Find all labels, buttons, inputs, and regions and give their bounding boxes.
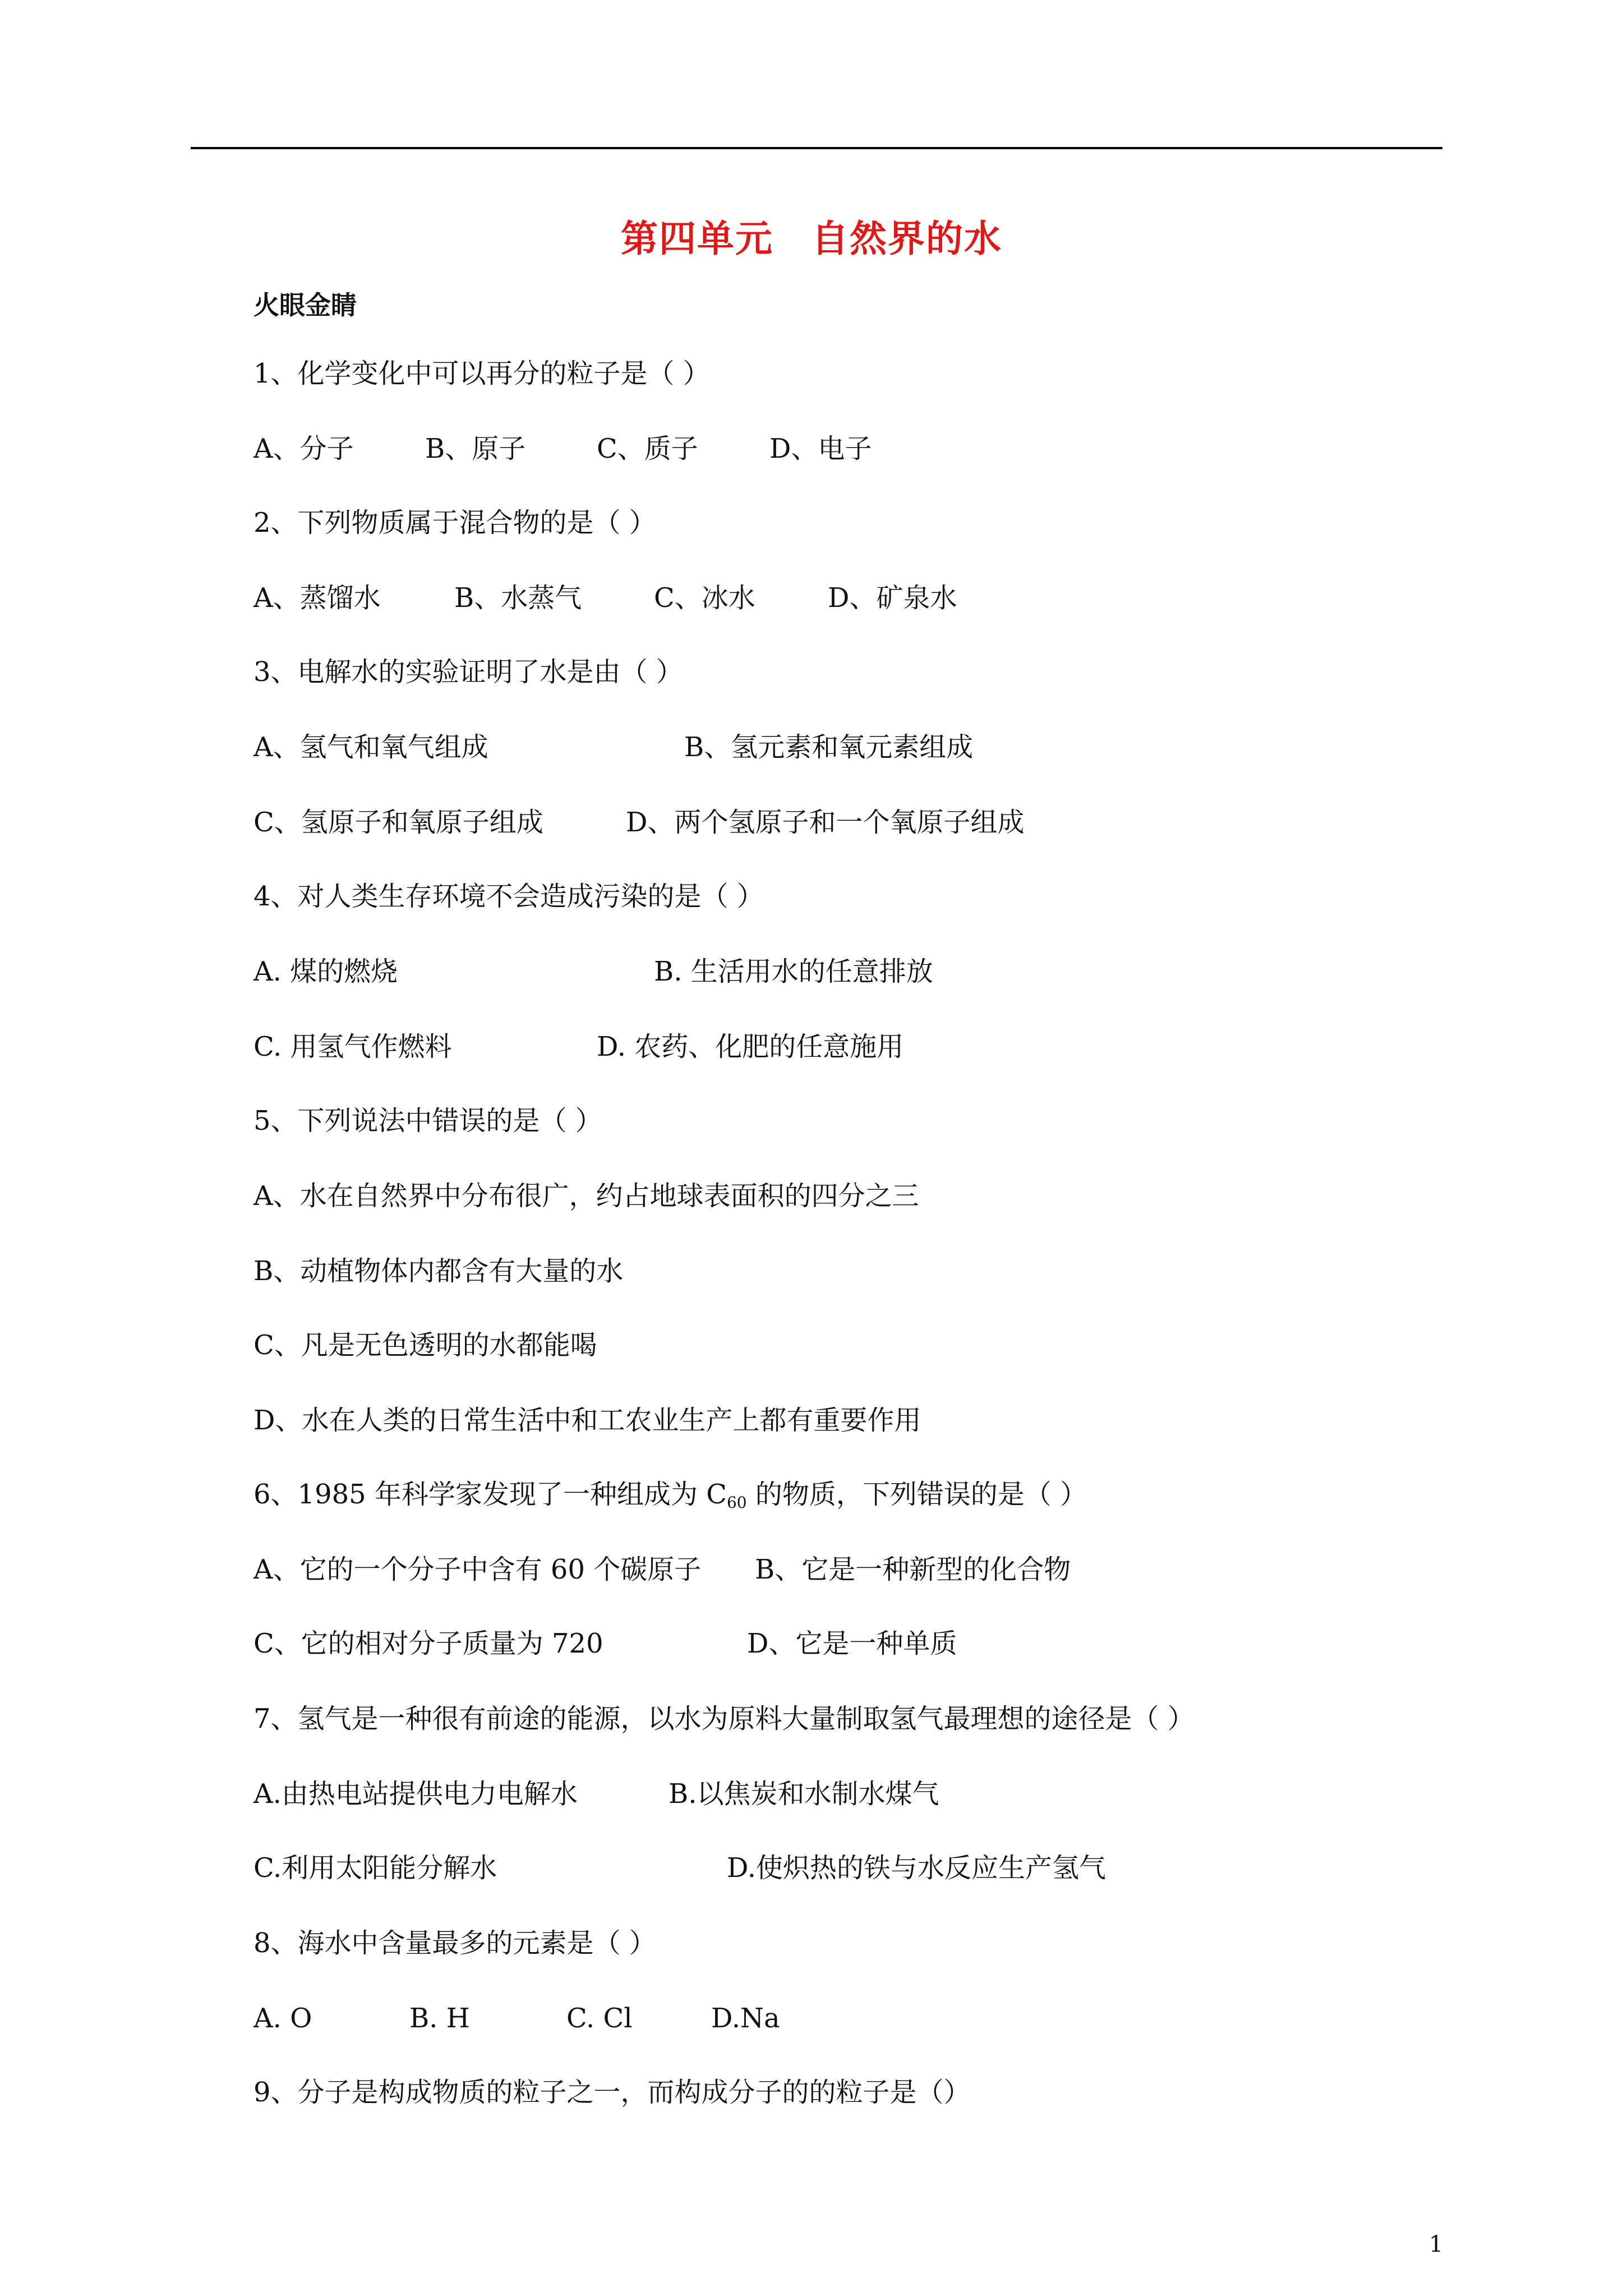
q8-option-b: B. H xyxy=(409,2003,470,2034)
q6-stem-before: 6、1985 年科学家发现了一种组成为 C xyxy=(253,1479,727,1510)
header-rule xyxy=(191,147,1442,149)
question-8-stem: 8、海水中含量最多的元素是（ ） xyxy=(253,1927,656,1959)
q3-option-b: B、氢元素和氧元素组成 xyxy=(684,731,974,763)
section-heading: 火眼金睛 xyxy=(253,290,357,320)
q2-option-a: A、蒸馏水 xyxy=(253,582,381,614)
q4-option-a: A. 煤的燃烧 xyxy=(253,956,398,987)
question-6-stem xyxy=(253,1478,1087,1520)
q6-stem-subscript: 60 xyxy=(726,1493,747,1512)
q1-option-c: C、质子 xyxy=(597,433,698,464)
q7-option-d: D.使炽热的铁与水反应生产氢气 xyxy=(727,1852,1106,1884)
page-number: 1 xyxy=(1429,2231,1444,2257)
document-title: 第四单元 自然界的水 xyxy=(621,217,1002,260)
question-3-stem: 3、电解水的实验证明了水是由（ ） xyxy=(253,656,683,688)
q6-option-c: C、它的相对分子质量为 720 xyxy=(253,1628,603,1659)
q8-option-d: D.Na xyxy=(711,2003,780,2034)
q1-option-b: B、原子 xyxy=(425,433,526,464)
q2-option-b: B、水蒸气 xyxy=(454,582,582,614)
q8-option-a: A. O xyxy=(253,2003,312,2034)
q6-option-d: D、它是一种单质 xyxy=(747,1628,957,1659)
q4-option-d: D. 农药、化肥的任意施用 xyxy=(597,1031,904,1062)
q2-option-d: D、矿泉水 xyxy=(828,582,957,614)
q7-option-c: C.利用太阳能分解水 xyxy=(253,1852,497,1884)
q5-option-a: A、水在自然界中分布很广，约占地球表面积的四分之三 xyxy=(253,1180,919,1212)
q6-stem-after: 的物质，下列错误的是（ ） xyxy=(746,1479,1087,1510)
q4-option-c: C. 用氢气作燃料 xyxy=(253,1031,452,1062)
q5-option-d: D、水在人类的日常生活中和工农业生产上都有重要作用 xyxy=(253,1405,921,1436)
q3-option-c: C、氢原子和氧原子组成 xyxy=(253,807,543,838)
q7-option-a: A.由热电站提供电力电解水 xyxy=(253,1778,578,1810)
q6-option-a: A、它的一个分子中含有 60 个碳原子 xyxy=(253,1554,702,1585)
q2-option-c: C、冰水 xyxy=(654,582,755,614)
q1-option-d: D、电子 xyxy=(769,433,872,464)
q1-option-a: A、分子 xyxy=(253,433,354,464)
question-4-stem: 4、对人类生存环境不会造成污染的是（ ） xyxy=(253,881,764,912)
q4-option-b: B. 生活用水的任意排放 xyxy=(654,956,933,987)
q5-option-b: B、动植物体内都含有大量的水 xyxy=(253,1255,624,1287)
q6-option-b: B、它是一种新型的化合物 xyxy=(755,1554,1071,1585)
q3-option-d: D、两个氢原子和一个氧原子组成 xyxy=(626,807,1025,838)
question-1-stem: 1、化学变化中可以再分的粒子是（ ） xyxy=(253,358,710,389)
q7-option-b: B.以焦炭和水制水煤气 xyxy=(668,1778,939,1810)
q8-option-c: C. Cl xyxy=(566,2003,633,2034)
question-2-stem: 2、下列物质属于混合物的是（ ） xyxy=(253,507,656,539)
question-7-stem: 7、氢气是一种很有前途的能源，以水为原料大量制取氢气最理想的途径是（ ） xyxy=(253,1703,1195,1734)
question-9-stem: 9、分子是构成物质的粒子之一，而构成分子的的粒子是（） xyxy=(253,2077,971,2108)
q3-option-a: A、氢气和氧气组成 xyxy=(253,731,488,763)
question-5-stem: 5、下列说法中错误的是（ ） xyxy=(253,1105,602,1137)
q5-option-c: C、凡是无色透明的水都能喝 xyxy=(253,1329,597,1361)
